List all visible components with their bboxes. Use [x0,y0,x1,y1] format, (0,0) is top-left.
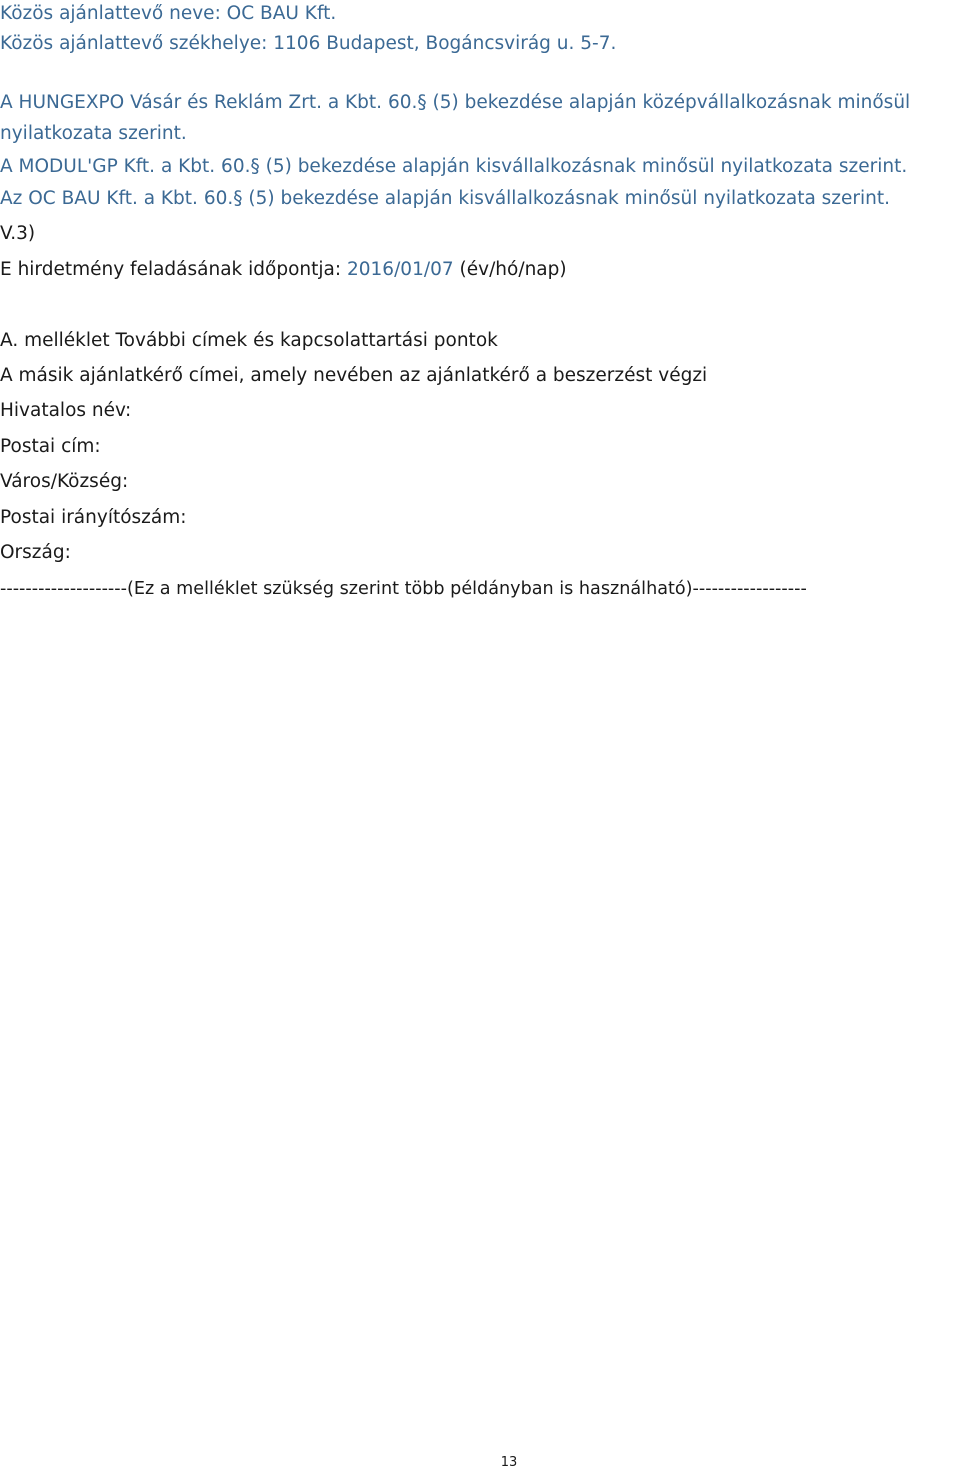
joint-tenderer-address: Közös ajánlattevő székhelye: 1106 Budapest, Bogáncsvirág u. 5-7. [0,33,617,54]
hungexpo-statement: A HUNGEXPO Vásár és Reklám Zrt. a Kbt. 60.§ (5) bekezdése alapján középvállalkozásnak minősül [0,92,911,113]
joint-tenderer-name: Közös ajánlattevő neve: OC BAU Kft. [0,3,337,24]
hungexpo-statement-continued: nyilatkozata szerint. [0,123,187,144]
city-field: Város/Község: [0,471,129,492]
section-v3-heading: V.3) [0,223,36,244]
notice-date-row [0,259,567,281]
notice-date-value: 2016/01/07 [346,259,454,280]
postal-code-field: Postai irányítószám: [0,507,187,528]
annex-subtitle: A másik ajánlatkérő címei, amely nevében az ajánlatkérő a beszerzést végzi [0,365,708,386]
page-number: 13 [500,1455,518,1470]
modulgp-statement: A MODUL'GP Kft. a Kbt. 60.§ (5) bekezdése alapján kisvállalkozásnak minősül nyilatkozata szerint. [0,156,908,177]
official-name-field: Hivatalos név: [0,400,132,421]
notice-date-label: E hirdetmény feladásának időpontja: [0,259,342,280]
postal-address-field: Postai cím: [0,436,101,457]
ocbau-statement: Az OC BAU Kft. a Kbt. 60.§ (5) bekezdése alapján kisvállalkozásnak minősül nyilatkozata szerint. [0,188,890,209]
notice-date-format: (év/hó/nap) [459,259,567,280]
annex-separator-note: --------------------(Ez a melléklet szükség szerint több példányban is használható)------------------ [0,579,807,599]
country-field: Ország: [0,542,71,563]
annex-title: A. melléklet További címek és kapcsolattartási pontok [0,330,498,351]
